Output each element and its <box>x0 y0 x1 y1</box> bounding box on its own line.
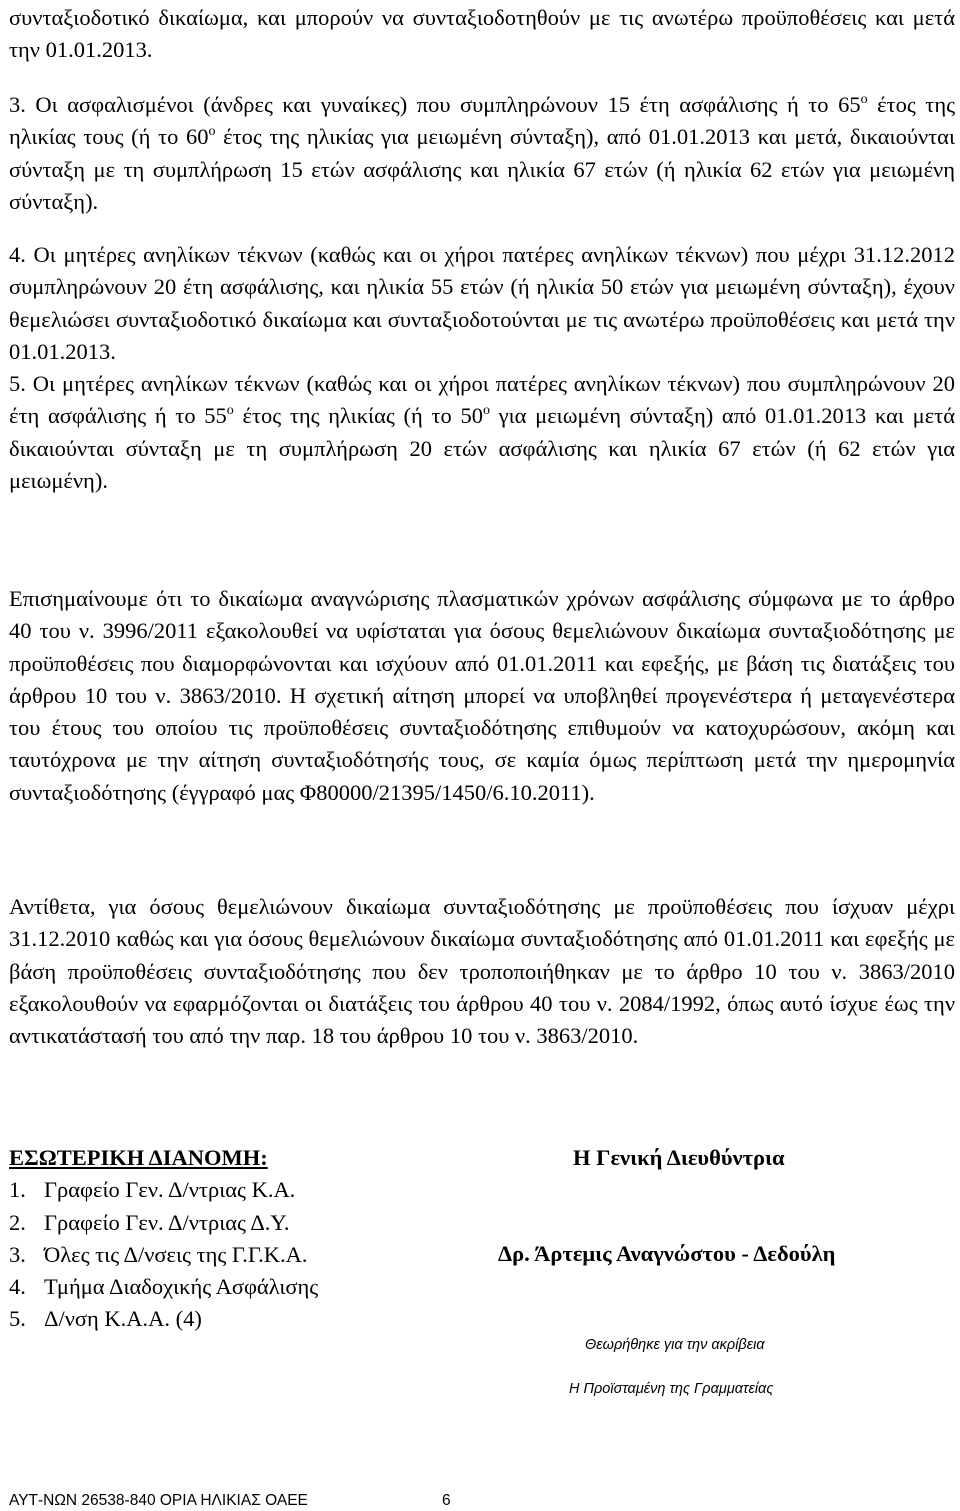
p3-text-c: έτος της ηλικίας για μειωμένη σύνταξη), από 01.01.2013 και μετά, δικαιούνται σύνταξη με τη συμπλήρωση 15 ετών ασφάλισης και ηλικία 67 ετών (ή ηλικία 62 ετών για μειωμένη σύνταξη). <box>9 124 956 214</box>
p3-superscript-1: ο <box>860 91 868 107</box>
paragraph-contrary: Αντίθετα, για όσους θεμελιώνουν δικαίωμα συνταξιοδότησης με προϋποθέσεις που ίσχυαν μέχρι 31.12.2010 καθώς και για όσους θεμελιώνουν δικαίωμα συνταξιοδότησης από 01.01.2011 και εφεξής με βάση προϋποθέσεις συνταξιοδότησης που δεν τροποποιήθηκαν με το άρθρο 10 του ν. 3863/2010 εξακολουθούν να εφαρμόζονται οι διατάξεις του άρθρου 40 του ν. 2084/1992, όπως αυτό ίσχυε έως την αντικατάστασή του από την παρ. 18 του άρθρου 10 του ν. 3863/2010. <box>9 894 955 1049</box>
signer-title: Η Γενική Διευθύντρια <box>573 1145 785 1170</box>
p3-text-a: 3. Οι ασφαλισμένοι (άνδρες και γυναίκες) που συμπληρώνουν 15 έτη ασφάλισης ή το 65 <box>9 92 861 117</box>
list-item: 2. Γραφείο Γεν. Δ/ντριας Δ.Υ. <box>9 1209 290 1235</box>
paragraph-fictitious-years: Επισημαίνουμε ότι το δικαίωμα αναγνώρισης πλασματικών χρόνων ασφάλισης σύμφωνα με το άρθρο 40 του ν. 3996/2011 εξακολουθεί να υφίσταται για όσους θεμελιώνουν δικαίωμα συνταξιοδότησης με προϋποθέσεις που διαμορφώνονται και ισχύουν από 01.01.2011 και εφεξής, με βάση τις διατάξεις του άρθρου 10 του ν. 3863/2010. Η σχετική αίτηση μπορεί να υποβληθεί προγενέστερα ή μεταγενέστερα του έτους του οποίου τις προϋποθέσεις συνταξιοδότησης επιθυμούν να κατοχυρώσουν, ακόμη και ταυτόχρονα με την αίτηση συνταξιοδότησής τους, σε καμία όμως περίπτωση μετά την ημερομηνία συνταξιοδότησης (έγγραφό μας Φ80000/21395/1450/6.10.2011). <box>9 586 955 805</box>
internal-distribution <box>9 1142 529 1336</box>
list-item: 3. Όλες τις Δ/νσεις της Γ.Γ.Κ.Α. <box>9 1241 308 1267</box>
p3-text-b: έτος της ηλικίας τους (ή το 60 <box>9 92 955 150</box>
footer-doc-ref: ΑΥΤ-ΝΩΝ 26538-840 ΟΡΙΑ ΗΛΙΚΙΑΣ ΟΑΕΕ <box>9 1492 308 1509</box>
p5-superscript-2: ο <box>482 402 490 418</box>
distribution-list <box>9 1174 529 1335</box>
footer-page-number: 6 <box>442 1492 451 1509</box>
paragraph-item-5 <box>9 368 955 497</box>
p5-text-b: έτος της ηλικίας (ή το 50 <box>233 403 483 429</box>
p5-text-c: για μειωμένη σύνταξη) από 01.01.2013 και μετά δικαιούνται σύνταξη με τη συμπλήρωση 20 ετών ασφάλισης και ηλικία 67 ετών (ή 62 ετών για μειωμένη). <box>9 403 955 493</box>
p3-superscript-2: ο <box>208 123 216 139</box>
distribution-title: ΕΣΩΤΕΡΙΚΗ ΔΙΑΝΟΜΗ: <box>9 1145 268 1170</box>
p5-text-a: 5. Οι μητέρες ανηλίκων τέκνων (καθώς και οι χήροι πατέρες ανηλίκων τέκνων) που συμπληρώνουν 20 έτη ασφάλισης ή το 55 <box>9 371 955 429</box>
paragraph-continuation: συνταξιοδοτικό δικαίωμα, και μπορούν να συνταξιοδοτηθούν με τις ανωτέρω προϋποθέσεις και μετά την 01.01.2013. <box>9 5 955 63</box>
verification-note: Θεωρήθηκε για την ακρίβεια <box>585 1337 765 1353</box>
p5-superscript-1: ο <box>226 402 234 418</box>
list-item: 5. Δ/νση Κ.Α.Α. (4) <box>9 1306 202 1332</box>
paragraph-item-4: 4. Οι μητέρες ανηλίκων τέκνων (καθώς και οι χήροι πατέρες ανηλίκων τέκνων) που μέχρι 31.12.2012 συμπληρώνουν 20 έτη ασφάλισης, και ηλικία 55 ετών (ή ηλικία 50 ετών για μειωμένη σύνταξη), έχουν θεμελιώσει συνταξιοδοτικό δικαίωμα και συνταξιοδοτούνται με τις ανωτέρω προϋποθέσεις και μετά την 01.01.2013. <box>9 242 955 364</box>
signer-name: Δρ. Άρτεμις Αναγνώστου - Δεδούλη <box>498 1241 836 1266</box>
secretariat-note: Η Προϊσταμένη της Γραμματείας <box>569 1381 774 1397</box>
list-item: 1. Γραφείο Γεν. Δ/ντριας Κ.Α. <box>9 1177 296 1203</box>
paragraph-item-3 <box>9 89 955 218</box>
list-item: 4. Τμήμα Διαδοχικής Ασφάλισης <box>9 1274 319 1300</box>
